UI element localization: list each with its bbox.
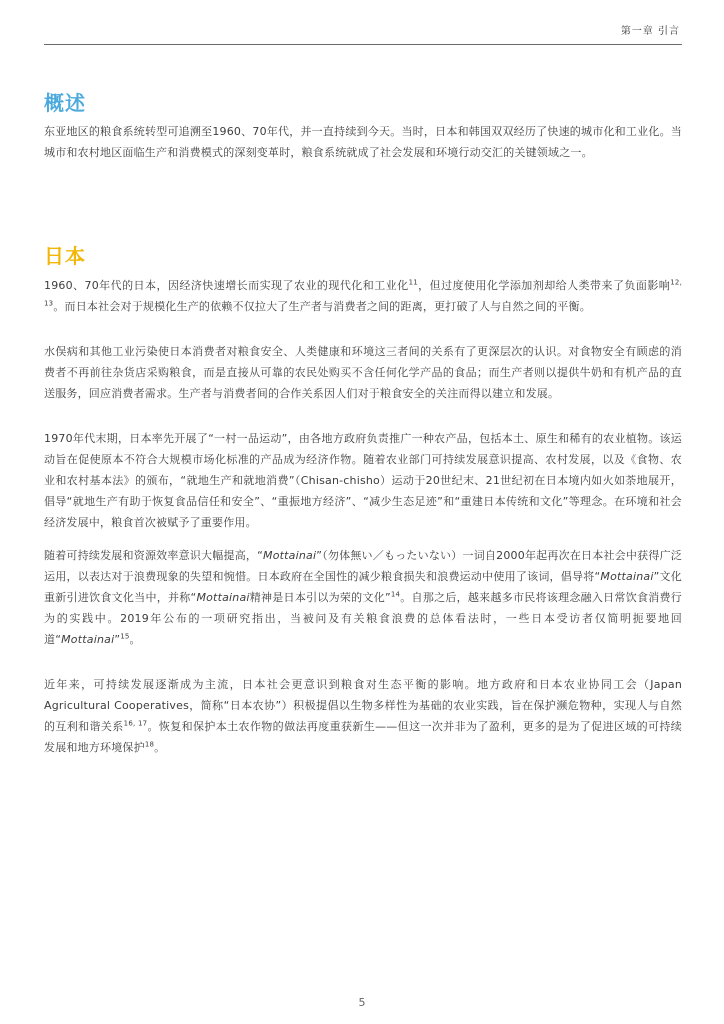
footnote-ref: 11 [408,278,418,287]
footnote-ref: 16, 17 [123,719,148,728]
overview-paragraph [44,121,682,163]
text-run: 。恢复和保护本土农作物的做法再度重获新生——但这一次并非为了盈利，更多的是为了促进区域的可持续发展和地方环境保护 [44,720,683,754]
section-heading-japan: 日本 [44,244,86,268]
emphasis-term: Mottainai [61,633,115,646]
footnote-ref: 18 [144,740,155,749]
text-run: 东亚地区的粮食系统转型可追溯至1960、70年代，并一直持续到今天。当时，日本和韩国双双经历了快速的城市化和工业化。当城市和农村地区面临生产和消费模式的深刻变革时，粮食系统就成了社会发展和环境行动交汇的关键领域之一。 [44,125,682,159]
footnote-ref: 12, 13 [44,278,682,308]
section-heading-overview: 概述 [44,91,86,115]
text-run: 随着可持续发展和资源效率意识大幅提高，“ [44,549,264,562]
emphasis-term: Mottainai [263,549,317,562]
text-run: ” [114,633,121,646]
footnote-ref: 14 [390,590,401,599]
page-number: 5 [358,996,366,1009]
text-run: 1960、70年代的日本，因经济快速增长而实现了农业的现代化和工业化 [44,279,409,292]
text-run: 精神是日本引以为荣的文化” [249,591,391,604]
text-run: ，但过度使用化学添加剂却给人类带来了负面影响 [417,279,671,292]
emphasis-term: Mottainai [196,591,250,604]
text-run: 。 [129,633,141,646]
text-run: ”（勿体無い／もったいない）一词自2000年起再次在日本社会中获得广泛运用，以表达对于浪费现象的失望和惋惜。日本政府在全国性的减少粮食损失和浪费运动中使用了该词，倡导将“ [44,549,682,583]
text-run: 近年来，可持续发展逐渐成为主流，日本社会更意识到粮食对生态平衡的影响。地方政府和日本农业协同工会（Japan Agricultural Cooperatives，简称“日本农协”）积极提倡以生物多样性为基础的农业实践，旨在保护濒危物种，实现人与自然的互利和谐关系 [44,678,682,733]
japan-paragraph-1 [44,275,682,317]
japan-paragraph-5 [44,674,682,758]
footnote-ref: 15 [120,632,130,641]
text-run: 。而日本社会对于规模化生产的依赖不仅拉大了生产者与消费者之间的距离，更打破了人与自然之间的平衡。 [53,300,591,313]
text-run: ”文化重新引进饮食文化当中，并称“ [44,570,682,604]
text-run: 。自那之后，越来越多市民将该理念融入日常饮食消费行为的实践中。2019年公布的一项研究指出，当被问及有关粮食浪费的总体看法时，一些日本受访者仅简明扼要地回道“ [44,591,682,646]
japan-paragraph-4 [44,545,682,650]
text-run: 。 [154,741,166,754]
text-run: 水俣病和其他工业污染使日本消费者对粮食安全、人类健康和环境这三者间的关系有了更深层次的认识。对食物安全有顾虑的消费者不再前往杂货店采购粮食，而是直接从可靠的农民处购买不含任何化学产品的食品；而生产者则以提供牛奶和有机产品的直送服务，回应消费者需求。生产者与消费者间的合作关系因人们对于粮食安全的关注而得以建立和发展。 [44,345,682,400]
japan-paragraph-3 [44,428,682,533]
page-header [44,18,682,45]
emphasis-term: Mottainai [600,570,654,583]
japan-paragraph-2 [44,341,682,404]
chapter-label: 第一章 引言 [620,26,680,37]
text-run: 1970年代末期，日本率先开展了“一村一品运动”，由各地方政府负责推广一种农产品，包括本土、原生和稀有的农业植物。该运动旨在促使原本不符合大规模市场化标准的产品成为经济作物。随着农业部门可持续发展意识提高、农村发展，以及《食物、农业和农村基本法》的颁布，“就地生产和就地消费”（Chisan-chisho）运动于20世纪末、21世纪初在日本境内如火如荼地展开，倡导“就地生产有助于恢复食品信任和安全”、“重振地方经济”、“减少生态足迹”和“重建日本传统和文化”等理念。在环境和社会经济发展中，粮食首次被赋予了重要作用。 [44,432,682,529]
